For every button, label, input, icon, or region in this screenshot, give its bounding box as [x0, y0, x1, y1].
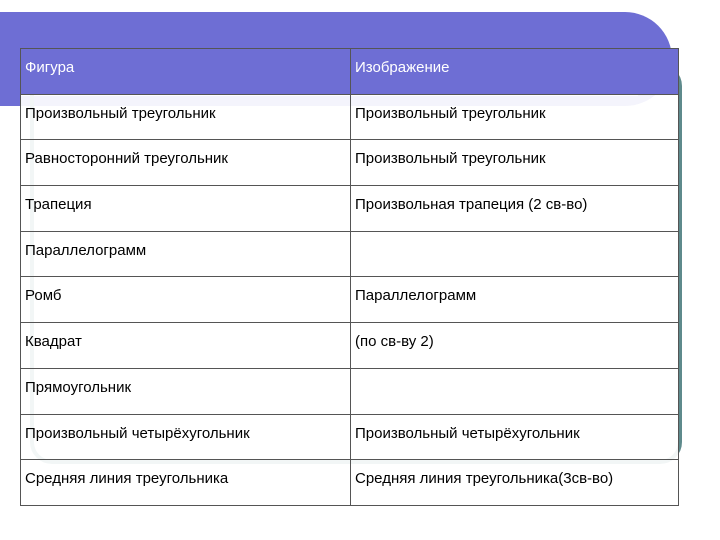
cell-figure: Ромб	[21, 277, 351, 323]
cell-image: Произвольный треугольник	[351, 140, 679, 186]
cell-figure: Произвольный треугольник	[21, 94, 351, 140]
table-row	[21, 140, 679, 186]
header-figure: Фигура	[21, 49, 351, 95]
table-header-row	[21, 49, 679, 95]
cell-figure: Равносторонний треугольник	[21, 140, 351, 186]
cell-image: Средняя линия треугольника(3св-во)	[351, 460, 679, 506]
table-row	[21, 277, 679, 323]
cell-image: Произвольная трапеция (2 св-во)	[351, 186, 679, 232]
table-row	[21, 368, 679, 414]
cell-image: Параллелограмм	[351, 277, 679, 323]
header-image: Изображение	[351, 49, 679, 95]
table-row	[21, 323, 679, 369]
figure-table	[20, 48, 679, 506]
cell-figure: Прямоугольник	[21, 368, 351, 414]
table-row	[21, 460, 679, 506]
table-row	[21, 231, 679, 277]
table-row	[21, 186, 679, 232]
table-row	[21, 94, 679, 140]
cell-image: (по св-ву 2)	[351, 323, 679, 369]
cell-figure: Параллелограмм	[21, 231, 351, 277]
cell-figure: Средняя линия треугольника	[21, 460, 351, 506]
table-row	[21, 414, 679, 460]
cell-image: Произвольный четырёхугольник	[351, 414, 679, 460]
cell-image: Произвольный треугольник	[351, 94, 679, 140]
cell-figure: Произвольный четырёхугольник	[21, 414, 351, 460]
cell-image	[351, 231, 679, 277]
cell-image	[351, 368, 679, 414]
content-table-container	[20, 48, 678, 506]
cell-figure: Трапеция	[21, 186, 351, 232]
cell-figure: Квадрат	[21, 323, 351, 369]
